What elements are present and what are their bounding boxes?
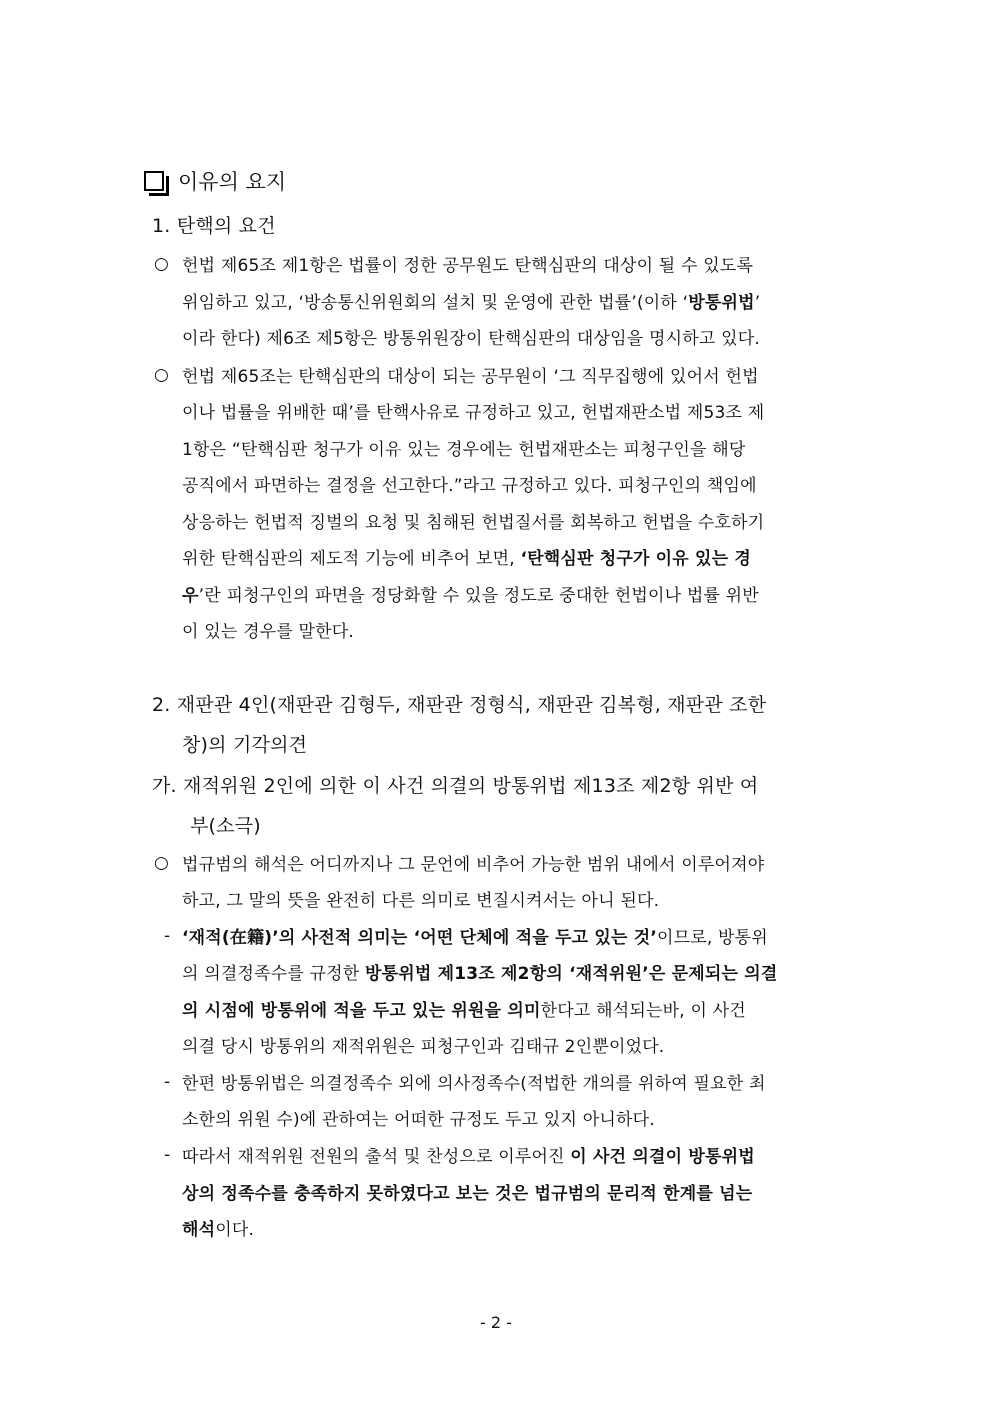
checkbox-icon — [144, 171, 164, 191]
paragraph-line: 법규범의 해석은 어디까지나 그 문언에 비추어 가능한 범위 내에서 이루어져야 — [182, 855, 765, 875]
section2-title: 2. 재판관 4인(재판관 김형두, 재판관 정형식, 재판관 김복형, 재판관 조한 — [152, 694, 767, 716]
paragraph-line: 위임하고 있고, ‘방송통신위원회의 설치 및 운영에 관한 법률’(이하 ‘방통위법’ — [182, 293, 761, 313]
bullet-circle-icon: ○ — [154, 365, 169, 385]
paragraph-line: 이라 한다) 제6조 제5항은 방통위원장이 탄핵심판의 대상임을 명시하고 있다. — [182, 329, 760, 349]
section-heading — [144, 166, 286, 196]
paragraph-line: 한편 방통위법은 의결정족수 외에 의사정족수(적법한 개의를 위하여 필요한 최 — [182, 1074, 766, 1094]
paragraph-line: 이나 법률을 위배한 때’를 탄핵사유로 규정하고 있고, 헌법재판소법 제53조 제 — [182, 403, 765, 423]
subsection-title: 가. 재적위원 2인에 의한 이 사건 의결의 방통위법 제13조 제2항 위반 여 — [152, 775, 759, 797]
paragraph-line: 이 있는 경우를 말한다. — [182, 622, 355, 642]
paragraph-line: 헌법 제65조는 탄핵심판의 대상이 되는 공무원이 ‘그 직무집행에 있어서 헌법 — [182, 367, 759, 387]
paragraph-line: 의 의결정족수를 규정한 방통위법 제13조 제2항의 ‘재적위원’은 문제되는 의결 — [182, 964, 778, 984]
paragraph-line: 의결 당시 방통위의 재적위원은 피청구인과 김태규 2인뿐이었다. — [182, 1037, 665, 1057]
paragraph-line: 소한의 위원 수)에 관하여는 어떠한 규정도 두고 있지 아니하다. — [182, 1110, 655, 1130]
dash-icon: - — [164, 1145, 171, 1165]
paragraph-line: 우’란 피청구인의 파면을 정당화할 수 있을 정도로 중대한 헌법이나 법률 위반 — [182, 586, 759, 606]
dash-icon: - — [164, 926, 171, 946]
paragraph-line: ‘재적(在籍)’의 사전적 의미는 ‘어떤 단체에 적을 두고 있는 것’이므로, 방통위 — [182, 928, 768, 948]
bullet-circle-icon: ○ — [154, 254, 169, 274]
paragraph-line: 상응하는 헌법적 징벌의 요청 및 침해된 헌법질서를 회복하고 헌법을 수호하기 — [182, 513, 765, 533]
paragraph-line: 의 시점에 방통위에 적을 두고 있는 위원을 의미한다고 해석되는바, 이 사건 — [182, 1001, 746, 1021]
section1-title: 1. 탄핵의 요건 — [152, 215, 276, 237]
paragraph-line: 공직에서 파면하는 결정을 선고한다.”라고 규정하고 있다. 피청구인의 책임에 — [182, 476, 757, 496]
paragraph-line: 하고, 그 말의 뜻을 완전히 다른 의미로 변질시켜서는 아니 된다. — [182, 891, 660, 911]
bullet-circle-icon: ○ — [154, 853, 169, 873]
paragraph-line: 따라서 재적위원 전원의 출석 및 찬성으로 이루어진 이 사건 의결이 방통위법 — [182, 1147, 755, 1167]
heading-text: 이유의 요지 — [178, 170, 287, 194]
paragraph-line: 상의 정족수를 충족하지 못하였다고 보는 것은 법규범의 문리적 한계를 넘는 — [182, 1184, 753, 1204]
section2-title-cont: 창)의 기각의견 — [182, 734, 308, 756]
page-number: - 2 - — [480, 1313, 512, 1332]
subsection-title-cont: 부(소극) — [190, 815, 261, 837]
paragraph-line: 헌법 제65조 제1항은 법률이 정한 공무원도 탄핵심판의 대상이 될 수 있도록 — [182, 256, 754, 276]
paragraph-line: 1항은 “탄핵심판 청구가 이유 있는 경우에는 헌법재판소는 피청구인을 해당 — [182, 440, 746, 460]
dash-icon: - — [164, 1072, 171, 1092]
paragraph-line: 위한 탄핵심판의 제도적 기능에 비추어 보면, ‘탄핵심판 청구가 이유 있는 경 — [182, 549, 752, 569]
paragraph-line: 해석이다. — [182, 1220, 255, 1240]
